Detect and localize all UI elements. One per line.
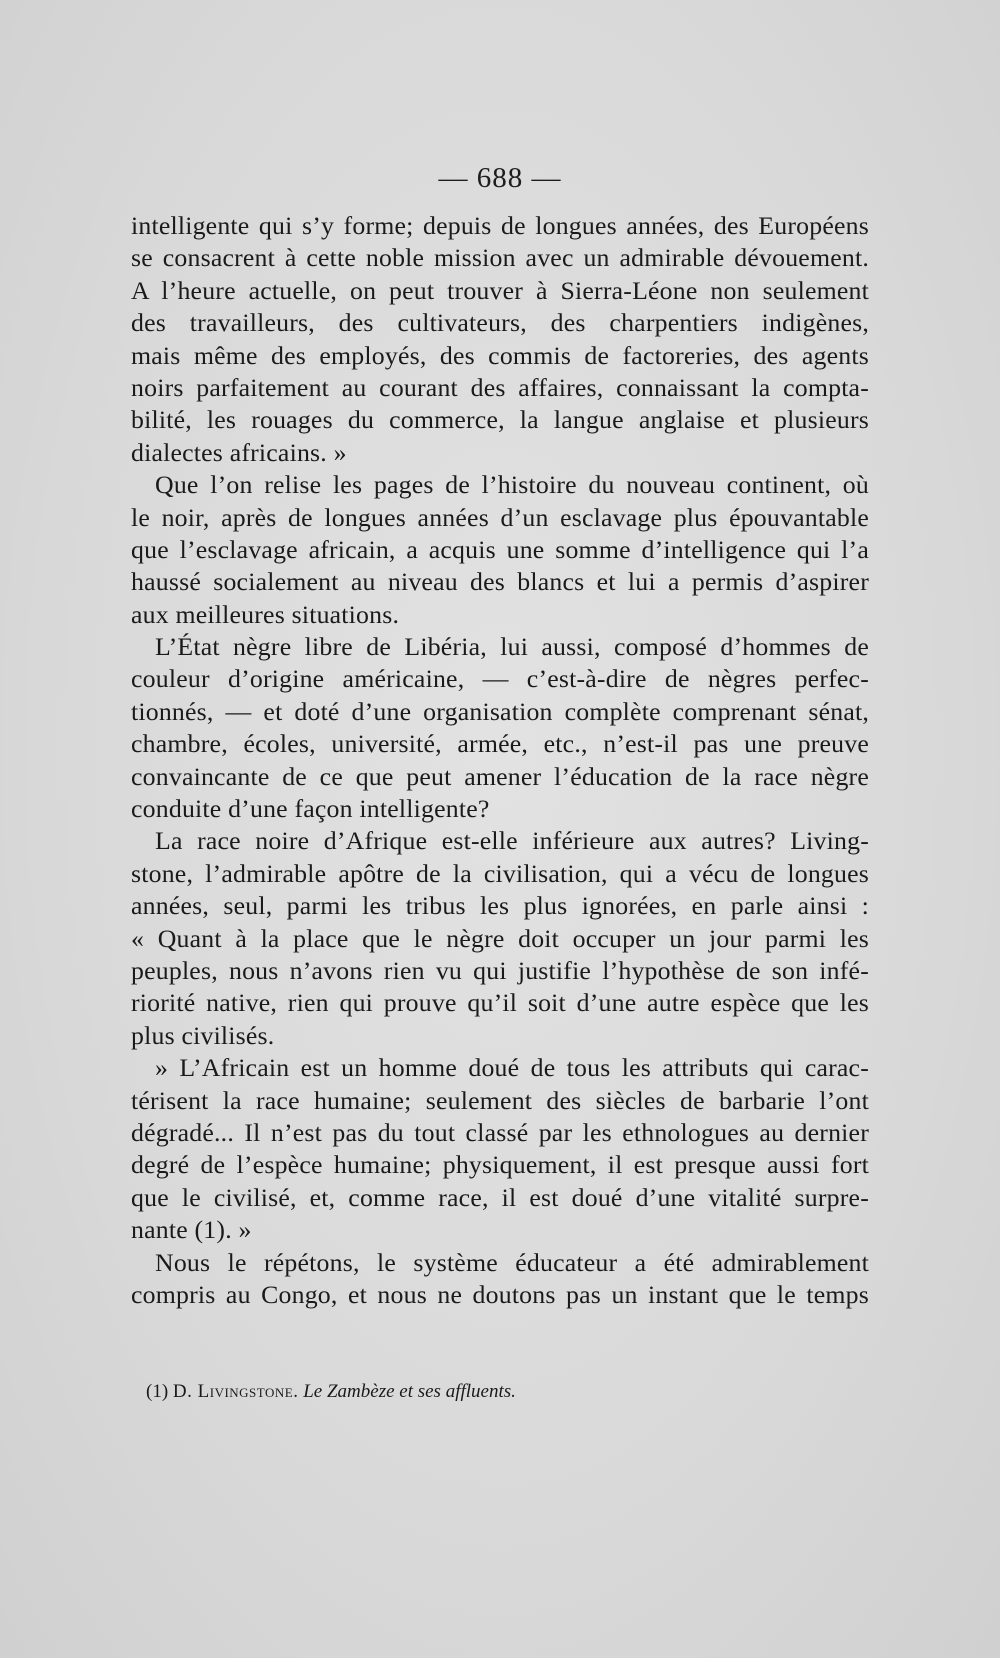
- text-line: aux meilleures situations.: [131, 599, 400, 629]
- text-line: nante (1). »: [131, 1215, 252, 1245]
- text-line: le noir, après de longues années d’un esclavage plus épouvantable: [131, 502, 869, 532]
- text-line: compris au Congo, et nous ne doutons pas un instant que le temps: [131, 1279, 869, 1309]
- text-line: chambre, écoles, université, armée, etc., n’est-il pas une preuve: [131, 729, 869, 759]
- text-line: A l’heure actuelle, on peut trouver à Sierra-Léone non seulement: [131, 275, 869, 305]
- text-line: » L’Africain est un homme doué de tous les attributs qui carac-: [155, 1053, 869, 1083]
- text-line: Que l’on relise les pages de l’histoire du nouveau continent, où: [155, 470, 869, 500]
- text-line: haussé socialement au niveau des blancs et lui a permis d’aspirer: [131, 567, 869, 597]
- page-number: — 688 —: [438, 162, 562, 194]
- text-line: conduite d’une façon intelligente?: [131, 794, 490, 824]
- text-line: que le civilisé, et, comme race, il est doué d’une vitalité surpre-: [131, 1182, 869, 1212]
- text-line: plus civilisés.: [131, 1020, 275, 1050]
- text-line: peuples, nous n’avons rien vu qui justifie l’hypothèse de son infé-: [131, 955, 869, 985]
- footnote-author: D. Livingstone.: [172, 1381, 299, 1402]
- text-line: couleur d’origine américaine, — c’est-à-dire de nègres perfec-: [131, 664, 869, 694]
- footnote: [146, 1381, 846, 1403]
- text-line: riorité native, rien qui prouve qu’il soit d’une autre espèce que les: [131, 988, 869, 1018]
- text-line: années, seul, parmi les tribus les plus ignorées, en parle ainsi :: [131, 891, 869, 921]
- text-line: mais même des employés, des commis de factoreries, des agents: [131, 340, 869, 370]
- text-line: se consacrent à cette noble mission avec un admirable dévouement.: [131, 243, 869, 273]
- text-line: des travailleurs, des cultivateurs, des charpentiers indigènes,: [131, 308, 869, 338]
- text-line: « Quant à la place que le nègre doit occuper un jour parmi les: [131, 923, 869, 953]
- text-line: Nous le répétons, le système éducateur a été admirablement: [155, 1247, 869, 1277]
- text-line: L’État nègre libre de Libéria, lui aussi, composé d’hommes de: [155, 632, 869, 662]
- text-line: dégradé... Il n’est pas du tout classé par les ethnologues au dernier: [131, 1117, 869, 1147]
- text-line: La race noire d’Afrique est-elle inférieure aux autres? Living-: [155, 826, 869, 856]
- text-line: tionnés, — et doté d’une organisation complète comprenant sénat,: [131, 696, 869, 726]
- footnote-marker: (1): [146, 1381, 173, 1402]
- text-line: bilité, les rouages du commerce, la langue anglaise et plusieurs: [131, 405, 869, 435]
- text-line: convaincante de ce que peut amener l’éducation de la race nègre: [131, 761, 869, 791]
- footnote-title: Le Zambèze et ses affluents.: [303, 1381, 516, 1402]
- text-line: térisent la race humaine; seulement des siècles de barbarie l’ont: [131, 1085, 869, 1115]
- text-line: que l’esclavage africain, a acquis une somme d’intelligence qui l’a: [131, 534, 869, 564]
- body-text: [131, 210, 869, 1311]
- text-line: dialectes africains. »: [131, 437, 347, 467]
- text-line: intelligente qui s’y forme; depuis de longues années, des Européens: [131, 211, 869, 240]
- text-line: stone, l’admirable apôtre de la civilisation, qui a vécu de longues: [131, 858, 869, 888]
- text-line: noirs parfaitement au courant des affaires, connaissant la compta-: [131, 372, 869, 402]
- text-line: degré de l’espèce humaine; physiquement, il est presque aussi fort: [131, 1150, 869, 1180]
